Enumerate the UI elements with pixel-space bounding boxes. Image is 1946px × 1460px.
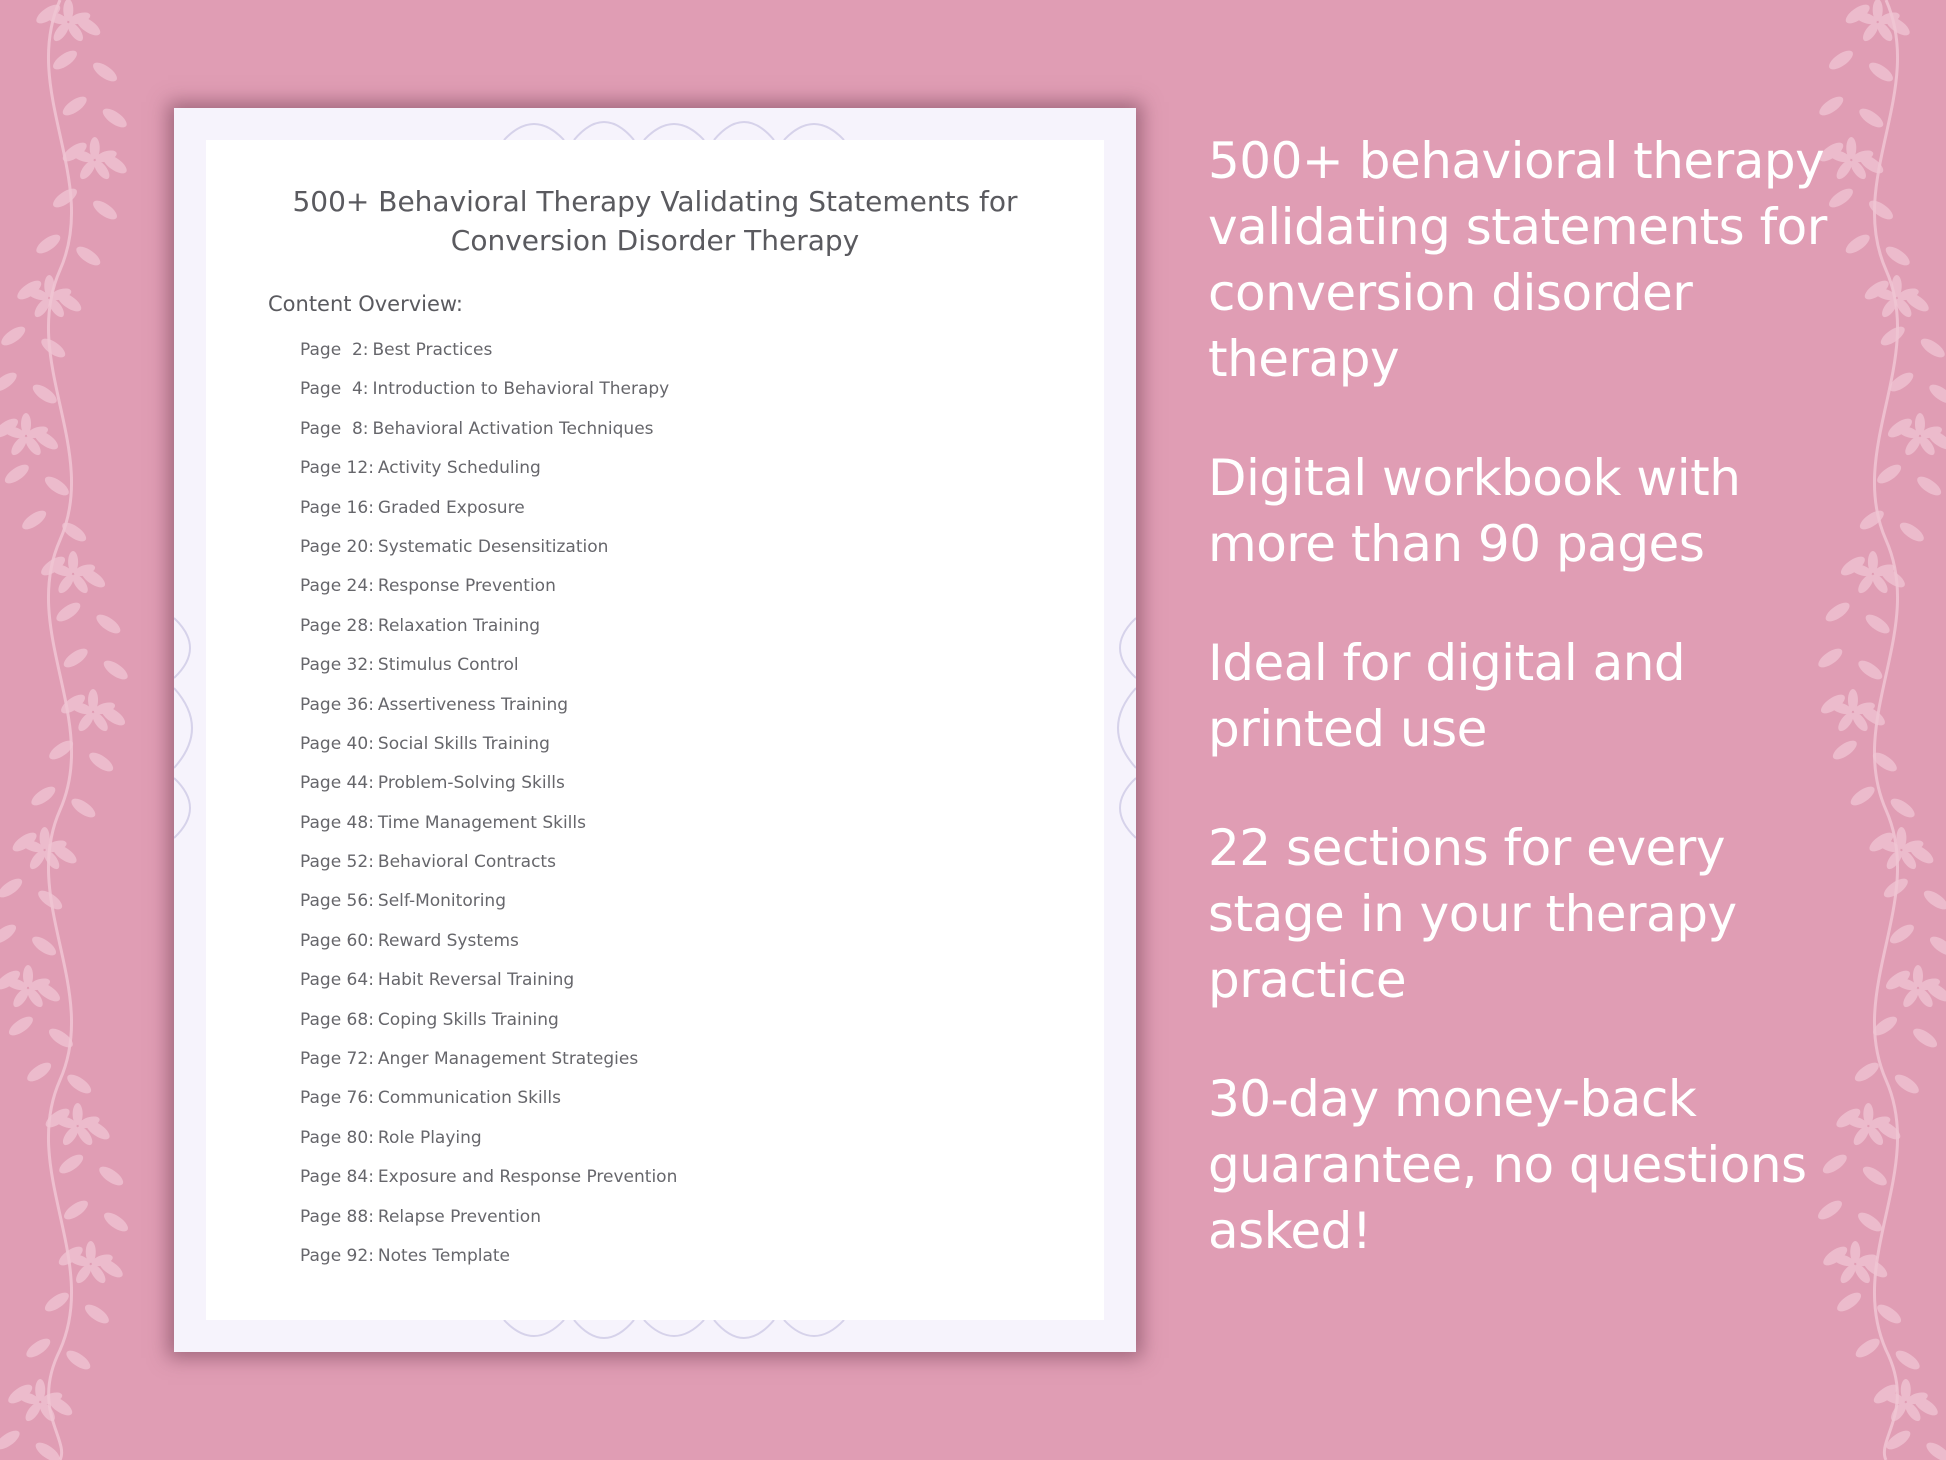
toc-section-title: Stimulus Control (377, 655, 519, 676)
promo-feature: 500+ behavioral therapy validating statements for conversion disorder therapy (1208, 132, 1827, 388)
toc-entry (300, 537, 677, 576)
toc-entry (300, 695, 677, 734)
document-title: 500+ Behavioral Therapy Validating Statements for Conversion Disorder Therapy (292, 185, 1018, 257)
toc-entry (300, 340, 677, 379)
toc-entry (300, 1207, 677, 1246)
toc-section-title: Anger Management Strategies (377, 1049, 639, 1070)
toc-page-number: Page 20: (300, 536, 374, 557)
toc-section-title: Assertiveness Training (377, 694, 569, 715)
toc-page-number: Page 56: (300, 891, 374, 912)
toc-page-number: Page 28: (300, 615, 374, 636)
toc-entry (300, 1128, 677, 1167)
toc-section-title: Social Skills Training (377, 733, 550, 754)
toc-page-number: Page 16: (300, 497, 374, 518)
toc-entry (300, 931, 677, 970)
toc-page-number: Page 68: (300, 1009, 374, 1030)
promo-feature: 22 sections for every stage in your therapy practice (1208, 819, 1737, 1009)
toc-section-title: Exposure and Response Prevention (377, 1167, 678, 1188)
promo-feature: Digital workbook with more than 90 pages (1208, 449, 1741, 573)
toc-page-number: Page 88: (300, 1206, 374, 1227)
toc-section-title: Graded Exposure (377, 497, 525, 518)
toc-section-title: Communication Skills (377, 1088, 561, 1109)
toc-entry (300, 379, 677, 418)
toc-entry (300, 891, 677, 930)
toc-page-number: Page 2: (300, 340, 369, 360)
toc-section-title: Behavioral Activation Techniques (372, 418, 654, 439)
toc-entry (300, 1088, 677, 1127)
toc-page-number: Page 76: (300, 1088, 374, 1109)
toc-page-number: Page 36: (300, 694, 374, 715)
toc-page-number: Page 4: (300, 379, 369, 400)
toc-entry (300, 498, 677, 537)
toc-page-number: Page 64: (300, 970, 374, 991)
toc-page-number: Page 84: (300, 1167, 374, 1188)
toc-entry (300, 419, 677, 458)
toc-entry (300, 1246, 677, 1285)
toc-page-number: Page 52: (300, 852, 374, 873)
toc-page-number: Page 32: (300, 655, 374, 676)
promo-feature-list (1208, 128, 1848, 1317)
toc-entry (300, 1049, 677, 1088)
toc-section-title: Problem-Solving Skills (377, 773, 565, 794)
toc-entry (300, 852, 677, 891)
toc-page-number: Page 60: (300, 930, 374, 951)
toc-section-title: Coping Skills Training (377, 1009, 559, 1030)
toc-section-title: Reward Systems (377, 930, 519, 951)
toc-entry (300, 773, 677, 812)
toc-page-number: Page 40: (300, 733, 374, 754)
toc-page-number: Page 48: (300, 812, 374, 833)
toc-section-title: Self-Monitoring (377, 891, 506, 912)
table-of-contents (300, 340, 677, 1285)
workbook-page (174, 108, 1136, 1352)
toc-section-title: Introduction to Behavioral Therapy (372, 379, 670, 400)
toc-section-title: Response Prevention (377, 576, 556, 597)
toc-page-number: Page 92: (300, 1245, 374, 1266)
toc-entry (300, 458, 677, 497)
toc-section-title: Systematic Desensitization (377, 536, 609, 557)
promo-feature: 30-day money-back guarantee, no questions asked! (1208, 1070, 1807, 1260)
toc-section-title: Behavioral Contracts (377, 852, 556, 873)
toc-entry (300, 734, 677, 773)
toc-entry (300, 616, 677, 655)
toc-section-title: Notes Template (377, 1245, 510, 1266)
floral-vine-left (0, 0, 130, 1460)
toc-entry (300, 813, 677, 852)
toc-page-number: Page 12: (300, 458, 374, 479)
toc-page-number: Page 8: (300, 418, 369, 439)
toc-page-number: Page 72: (300, 1049, 374, 1070)
toc-section-title: Activity Scheduling (377, 458, 541, 479)
content-overview-label: Content Overview: (268, 292, 463, 316)
toc-page-number: Page 80: (300, 1127, 374, 1148)
toc-entry (300, 1010, 677, 1049)
toc-section-title: Relaxation Training (377, 615, 541, 636)
toc-entry (300, 1167, 677, 1206)
toc-section-title: Best Practices (372, 340, 493, 360)
toc-section-title: Time Management Skills (377, 812, 586, 833)
toc-page-number: Page 44: (300, 773, 374, 794)
toc-entry (300, 655, 677, 694)
toc-section-title: Relapse Prevention (377, 1206, 541, 1227)
toc-section-title: Habit Reversal Training (377, 970, 575, 991)
toc-page-number: Page 24: (300, 576, 374, 597)
page-content (206, 140, 1104, 1320)
toc-entry (300, 970, 677, 1009)
toc-section-title: Role Playing (377, 1127, 482, 1148)
toc-entry (300, 576, 677, 615)
promo-feature: Ideal for digital and printed use (1208, 634, 1686, 758)
